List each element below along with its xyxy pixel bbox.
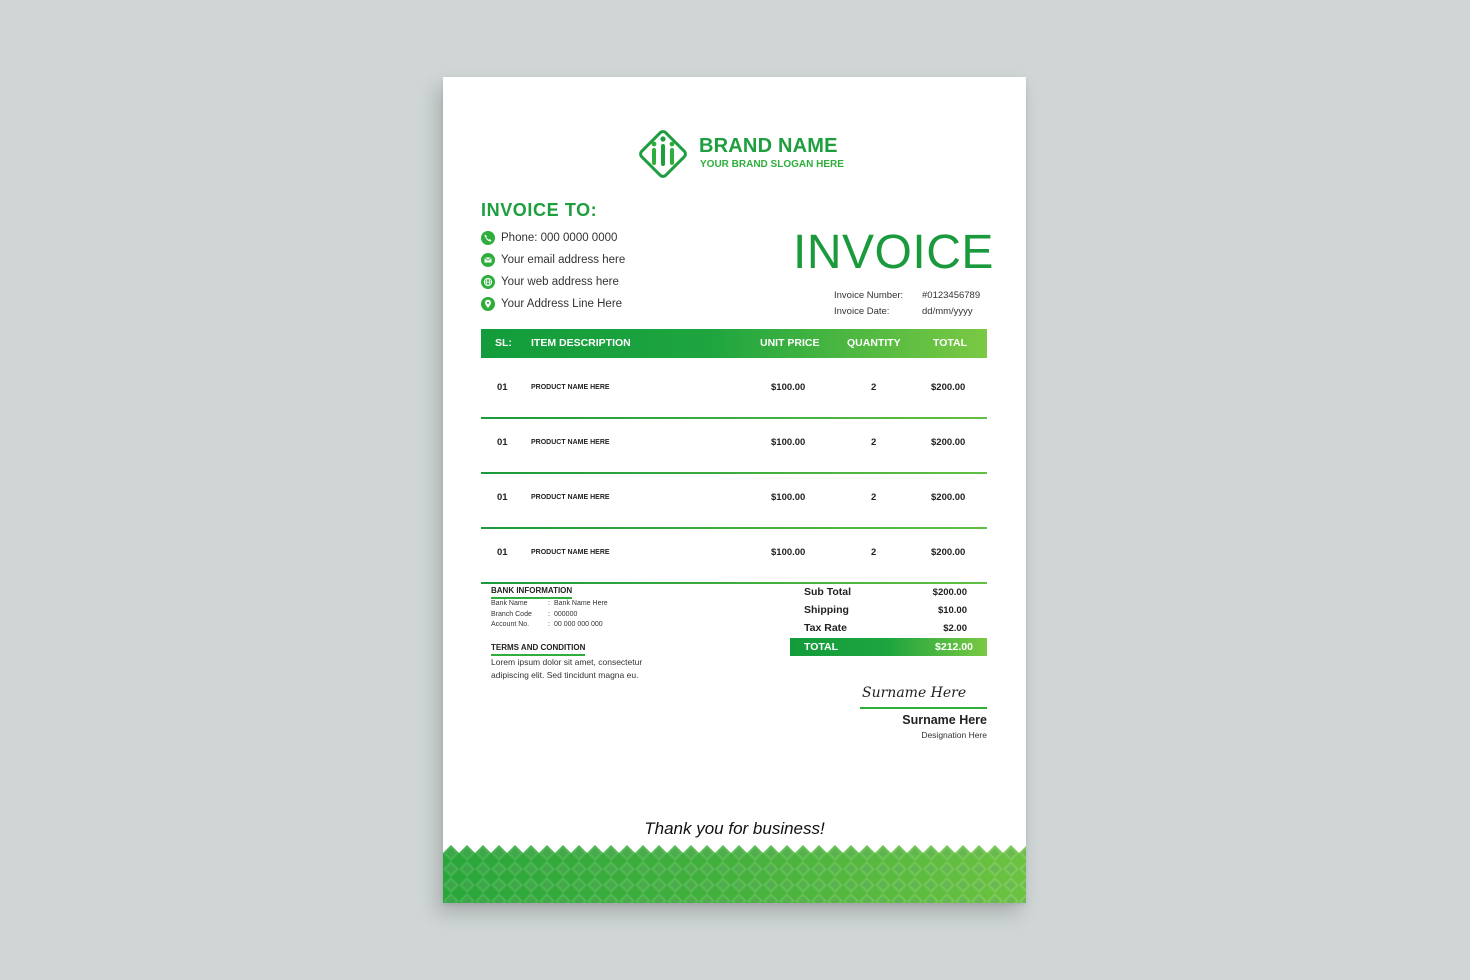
branch-code-value: 000000 [554,611,578,618]
header-total: TOTAL [933,337,968,349]
invoice-title: INVOICE [793,226,994,279]
account-no-label: Account No. [491,621,530,628]
account-no-colon: : [548,621,550,628]
bank-info-heading: BANK INFORMATION [491,586,572,599]
grand-total-bar [790,638,987,656]
terms-text: Lorem ipsum dolor sit amet, consectetur adipiscing elit. Sed tincidunt magna eu. [491,657,643,680]
bank-name-colon: : [548,600,550,607]
shipping-label: Shipping [804,604,849,616]
contact-email [481,252,625,268]
table-row [481,419,987,474]
signature-script-text: Surname Here [862,685,967,701]
header-sl: SL: [495,337,512,349]
items-table-header [481,329,987,358]
row-description: PRODUCT NAME HERE [531,439,610,446]
invoice-date-value: dd/mm/yyyy [922,306,973,317]
terms-heading: TERMS AND CONDITION [491,643,585,656]
contact-address [481,296,622,312]
header-unit-price: UNIT PRICE [760,337,820,349]
row-total: $200.00 [931,547,966,558]
signature-script [860,680,987,704]
row-sl: 01 [497,382,508,393]
subtotal-label: Sub Total [804,586,852,598]
branch-code-label: Branch Code [491,611,532,618]
bank-name-label: Bank Name [491,600,528,607]
row-description: PRODUCT NAME HERE [531,549,610,556]
row-total: $200.00 [931,437,966,448]
header-quantity: QUANTITY [847,337,901,349]
contact-email-text: Your email address here [501,254,626,266]
row-quantity: 2 [871,492,877,503]
location-icon [481,297,495,311]
bank-name-value: Bank Name Here [554,600,608,607]
contact-web-text: Your web address here [501,276,619,288]
branch-code-colon: : [548,611,550,618]
row-unit-price: $100.00 [771,437,806,448]
row-unit-price: $100.00 [771,547,806,558]
tax-rate-label: Tax Rate [804,622,847,634]
grand-total-value: $212.00 [935,641,973,653]
row-total: $200.00 [931,492,966,503]
table-row [481,474,987,529]
contact-phone-text: Phone: 000 0000 0000 [501,232,618,244]
thank-you-text: Thank you for business! [644,819,825,838]
contact-web [481,274,619,290]
invoice-number-value: #0123456789 [922,290,981,301]
contact-phone [481,230,617,246]
footer-pattern [443,845,1026,903]
row-quantity: 2 [871,547,877,558]
row-unit-price: $100.00 [771,382,806,393]
row-total: $200.00 [931,382,966,393]
invoice-to-heading: INVOICE TO: [481,200,598,220]
row-quantity: 2 [871,437,877,448]
brand-name: BRAND NAME [699,135,838,157]
invoice-page [443,77,1026,903]
web-icon [481,275,495,289]
signature-designation: Designation Here [921,730,987,740]
row-unit-price: $100.00 [771,492,806,503]
row-sl: 01 [497,437,508,448]
phone-icon [481,231,495,245]
brand-slogan: YOUR BRAND SLOGAN HERE [700,159,844,170]
header-description: ITEM DESCRIPTION [531,337,631,349]
contact-address-text: Your Address Line Here [501,298,623,310]
row-divider [481,582,987,584]
row-description: PRODUCT NAME HERE [531,494,610,501]
invoice-number-label: Invoice Number: [834,290,904,301]
table-row [481,529,987,584]
invoice-date-label: Invoice Date: [834,306,890,317]
brand-logo-icon [633,123,693,185]
tax-rate-value: $2.00 [943,623,967,634]
row-description: PRODUCT NAME HERE [531,384,610,391]
account-no-value: 00 000 000 000 [554,621,603,628]
signature-line [860,707,987,709]
grand-total-label: TOTAL [804,641,839,653]
subtotal-value: $200.00 [932,587,967,598]
shipping-value: $10.00 [937,605,967,616]
row-quantity: 2 [871,382,877,393]
table-row [481,364,987,419]
row-sl: 01 [497,547,508,558]
email-icon [481,253,495,267]
signature-name: Surname Here [902,713,987,727]
row-sl: 01 [497,492,508,503]
